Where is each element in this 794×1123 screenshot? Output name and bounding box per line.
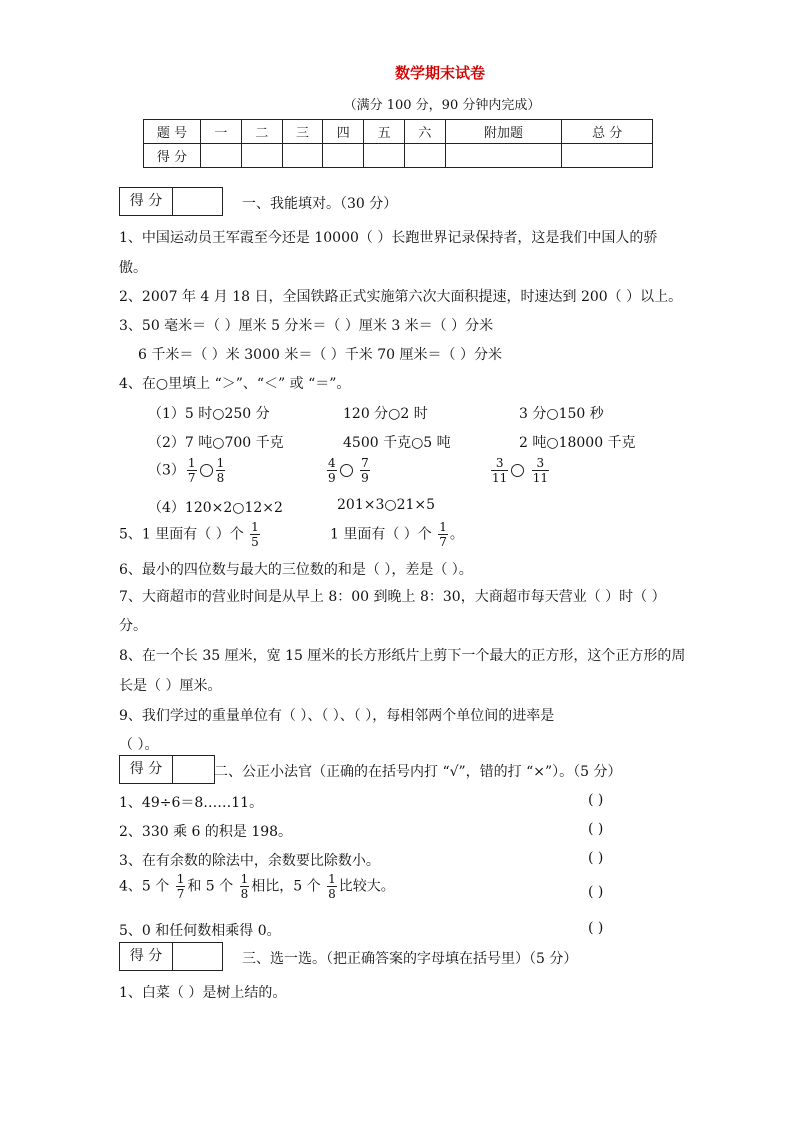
section2-score-box xyxy=(119,755,215,784)
question-3-line1: 3、50 毫米＝（ ）厘米 5 分米＝（ ）厘米 3 米＝（ ）分米 xyxy=(119,318,494,334)
score-input-cell[interactable] xyxy=(562,144,653,168)
score-table-cell: 五 xyxy=(364,120,405,144)
score-table xyxy=(143,119,653,168)
judge-answer-paren[interactable]: ( ) xyxy=(588,792,604,808)
fraction: $\frac{1}{7}$ xyxy=(439,520,447,549)
choice-question-1: 1、白菜（ ）是树上结的。 xyxy=(119,985,287,1001)
question-1-line2: 傲。 xyxy=(119,260,147,276)
question-4-4a: （4）120×2○12×2 xyxy=(148,500,283,516)
score-box-blank[interactable] xyxy=(173,188,222,215)
judge-answer-paren[interactable]: ( ) xyxy=(588,821,604,837)
question-4-3-prefix: （3） xyxy=(148,462,185,479)
judge-item-2: 2、330 乘 6 的积是 198。 xyxy=(119,824,293,840)
fraction: $\frac{1}{8}$ xyxy=(216,456,225,485)
score-table-cell: 三 xyxy=(282,120,323,144)
fraction: $\frac{7}{9}$ xyxy=(361,456,369,485)
section3-score-box xyxy=(119,942,223,971)
question-4-3c xyxy=(489,456,551,485)
score-input-cell[interactable] xyxy=(241,144,282,168)
score-table-cell: 一 xyxy=(201,120,242,144)
question-2: 2、2007 年 4 月 18 日，全国铁路正式实施第六次大面积提速，时速达到 200（ ）以上。 xyxy=(119,289,683,305)
question-4-2a: （2）7 吨○700 千克 xyxy=(148,435,284,451)
score-table-header-row xyxy=(144,120,653,144)
score-input-cell[interactable] xyxy=(364,144,405,168)
question-4-2c: 2 吨○18000 千克 xyxy=(519,435,636,451)
question-4-3a xyxy=(148,456,227,485)
section1-heading: 一、我能填对。（30 分） xyxy=(242,196,398,212)
score-input-cell[interactable] xyxy=(282,144,323,168)
judge-answer-paren[interactable]: ( ) xyxy=(588,884,604,900)
circle-blank[interactable] xyxy=(340,464,353,477)
score-table-cell: 附加题 xyxy=(445,120,562,144)
fraction: $\frac{3}{11}$ xyxy=(492,456,508,485)
score-input-cell[interactable] xyxy=(445,144,562,168)
question-8-line1: 8、在一个长 35 厘米，宽 15 厘米的长方形纸片上剪下一个最大的正方形，这个正方形的周 xyxy=(119,648,686,664)
judge-answer-paren[interactable]: ( ) xyxy=(588,920,604,936)
fraction: $\frac{1}{5}$ xyxy=(251,520,259,549)
score-input-cell[interactable] xyxy=(201,144,242,168)
question-3-line2: 6 千米＝（ ）米 3000 米＝（ ）千米 70 厘米＝（ ）分米 xyxy=(138,347,502,363)
fraction: $\frac{1}{8}$ xyxy=(328,872,336,901)
section1-score-box xyxy=(119,187,223,216)
judge-item-1: 1、49÷6＝8……11。 xyxy=(119,795,264,811)
question-7-line2: 分。 xyxy=(119,618,147,634)
question-1-line1: 1、中国运动员王军霞至今还是 10000（ ）长跑世界记录保持者，这是我们中国人的骄 xyxy=(119,230,658,246)
question-5a: 5、1 里面有（ ）个 $\frac{1}{5}$ xyxy=(119,520,259,549)
judge-item-5: 5、0 和任何数相乘得 0。 xyxy=(119,923,281,939)
page-title: 数学期末试卷 xyxy=(394,64,485,82)
fraction: $\frac{1}{8}$ xyxy=(240,872,249,901)
judge-answer-paren[interactable]: ( ) xyxy=(588,850,604,866)
fraction: $\frac{1}{7}$ xyxy=(187,456,196,485)
question-4-1b: 120 分○2 时 xyxy=(343,406,428,422)
question-4-1a: （1）5 时○250 分 xyxy=(148,406,270,422)
question-4-4b: 201×3○21×5 xyxy=(337,497,436,513)
score-table-cell: 总 分 xyxy=(562,120,653,144)
question-6: 6、最小的四位数与最大的三位数的和是（ ），差是（ ）。 xyxy=(119,562,473,578)
score-table-cell: 二 xyxy=(241,120,282,144)
question-4-2b: 4500 千克○5 吨 xyxy=(343,435,451,451)
section3-heading: 三、选一选。（把正确答案的字母填在括号里）（5 分） xyxy=(242,951,578,967)
score-box-blank[interactable] xyxy=(173,943,222,970)
score-table-score-row xyxy=(144,144,653,168)
question-9-line2: （ ）。 xyxy=(119,737,159,753)
fraction: $\frac{1}{7}$ xyxy=(176,872,185,901)
page-subtitle: （满分 100 分，90 分钟内完成） xyxy=(343,98,541,113)
question-8-line2: 长是（ ）厘米。 xyxy=(119,678,222,694)
score-table-cell: 得 分 xyxy=(144,144,201,168)
score-table-cell: 四 xyxy=(323,120,364,144)
question-9-line1: 9、我们学过的重量单位有（ ）、（ ）、（ ），每相邻两个单位间的进率是 xyxy=(119,708,555,724)
question-4: 4、在○里填上 “＞”、“＜” 或 “＝”。 xyxy=(119,376,351,392)
score-box-label: 得 分 xyxy=(120,756,173,783)
question-7-line1: 7、大商超市的营业时间是从早上 8：00 到晚上 8：30，大商超市每天营业（ ）时（ ） xyxy=(119,589,666,605)
score-input-cell[interactable] xyxy=(323,144,364,168)
score-box-blank[interactable] xyxy=(173,756,214,783)
fraction: $\frac{3}{11}$ xyxy=(532,456,549,485)
score-table-cell: 六 xyxy=(404,120,445,144)
question-4-1c: 3 分○150 秒 xyxy=(519,406,604,422)
circle-blank[interactable] xyxy=(200,464,213,477)
judge-item-3: 3、在有余数的除法中，余数要比除数小。 xyxy=(119,853,380,869)
fraction: $\frac{4}{9}$ xyxy=(328,456,336,485)
question-5b: 1 里面有（ ）个 $\frac{1}{7}$ 。 xyxy=(330,520,464,549)
score-box-label: 得 分 xyxy=(120,188,173,215)
score-table-cell: 题 号 xyxy=(144,120,201,144)
section2-heading: 二、公正小法官（正确的在括号内打 “√”，错的打 “×”）。（5 分） xyxy=(214,764,622,780)
circle-blank[interactable] xyxy=(511,464,524,477)
score-box-label: 得 分 xyxy=(120,943,173,970)
question-4-3b xyxy=(325,456,372,485)
judge-item-4: 4、5 个 $\frac{1}{7}$ 和 5 个 $\frac{1}{8}$ 相比，5 个 $\frac{1}{8}$ 比较大。 xyxy=(119,872,395,901)
score-input-cell[interactable] xyxy=(404,144,445,168)
